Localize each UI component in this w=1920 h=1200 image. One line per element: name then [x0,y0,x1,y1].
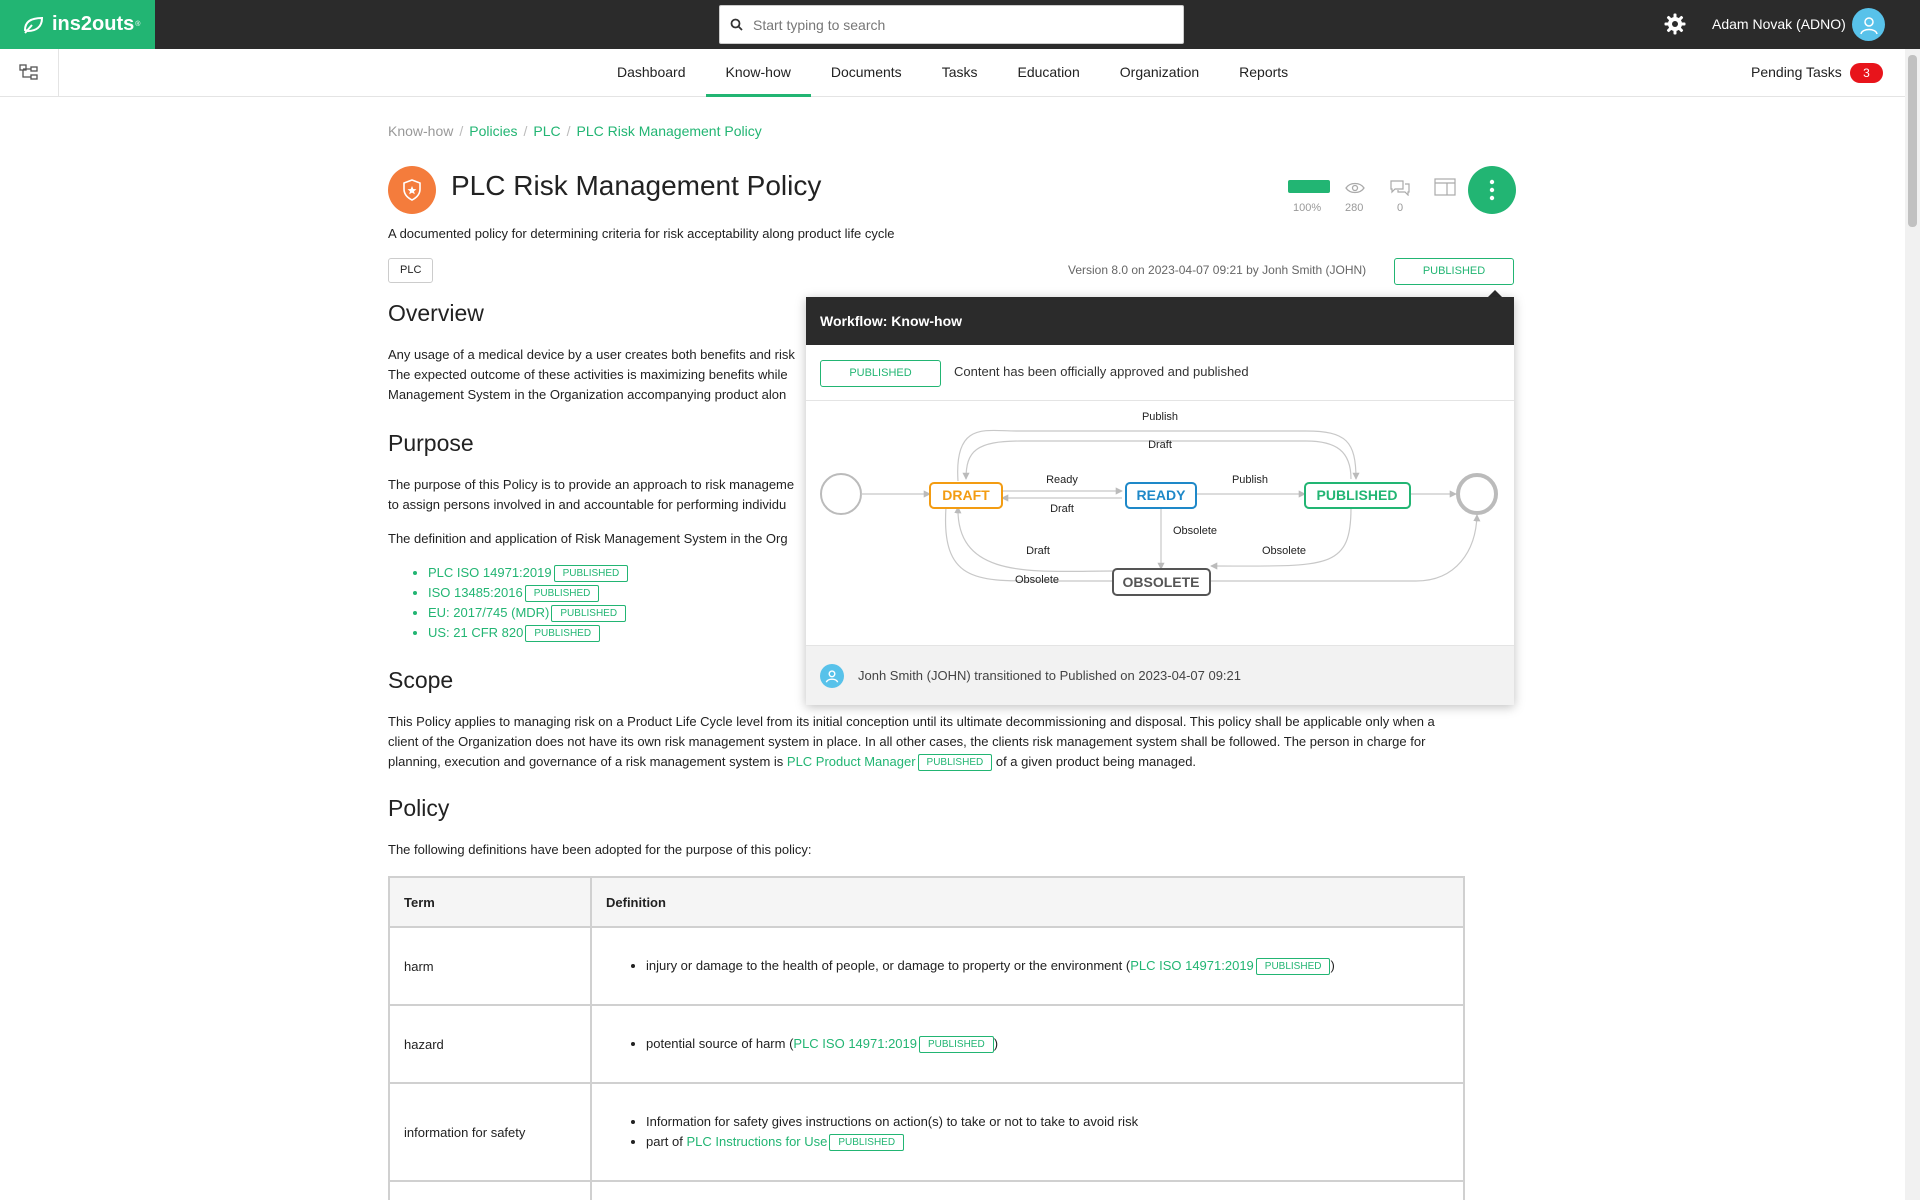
state-ready[interactable] [1126,483,1196,508]
text-fragment: planning, execution and governance of a risk management system is [388,754,784,769]
breadcrumb-separator: / [459,123,464,139]
term-cell: hazard [389,1005,591,1083]
tab-education[interactable]: Education [1017,64,1080,80]
eye-icon[interactable] [1345,182,1365,194]
tree-view-button[interactable] [0,49,59,96]
workflow-end-node [1458,475,1496,513]
transition-label: Ready [1046,474,1078,486]
list-item [428,623,628,643]
state-label: OBSOLETE [1122,574,1200,590]
product-manager-link[interactable]: PLC Product Manager [786,754,916,769]
user-name[interactable]: Adam Novak (ADNO) [1712,16,1846,32]
status-badge: PUBLISHED [1256,958,1331,975]
definition-cell [591,927,1464,1005]
pending-tasks-count-badge[interactable]: 3 [1850,63,1883,83]
text-line: client of the Organization does not have its own risk management system in place. In all other cases, the clients risk management system shall be followed. The person in charge for [388,734,1426,749]
list-item [428,603,628,623]
text-fragment: potential source of harm ( [646,1036,794,1051]
column-header-definition: Definition [591,877,1464,927]
reference-link[interactable]: US: 21 CFR 820 [428,625,524,640]
pending-tasks-link[interactable]: Pending Tasks [1751,64,1842,80]
text-line: The purpose of this Policy is to provide an approach to risk manageme [388,477,795,492]
workflow-history [806,645,1514,705]
workflow-diagram [806,401,1514,645]
tab-organization[interactable]: Organization [1119,64,1200,80]
state-label: PUBLISHED [1316,487,1398,503]
transition-label: Publish [1141,411,1179,423]
brand-registered-mark: ® [135,21,141,28]
reference-link[interactable]: ISO 13485:2016 [428,585,523,600]
comments-icon[interactable] [1389,179,1411,196]
scrollbar-thumb[interactable] [1908,55,1917,227]
nav-bar [0,49,1905,97]
breadcrumb [388,123,762,139]
table-header-row [389,877,1464,927]
tab-reports[interactable]: Reports [1239,64,1289,80]
reference-link[interactable]: EU: 2017/745 (MDR) [428,605,550,620]
layout-panel-icon[interactable] [1434,178,1456,196]
category-tag[interactable]: PLC [388,258,433,283]
status-button[interactable]: PUBLISHED [1394,258,1514,285]
purpose-heading: Purpose [388,430,474,456]
scope-text [388,712,1508,772]
search-icon [730,18,743,31]
current-status-description: Content has been officially approved and published [954,364,1249,379]
text-fragment: of a given product being managed. [995,754,1197,769]
completion-progress-bar [1288,180,1330,193]
list-item [646,1132,1449,1152]
list-item: • Information for safety gives instructions on action(s) to take or not to take to avoid risk [646,1112,1449,1132]
workflow-popup-arrow [1488,290,1502,297]
reference-list [428,563,628,643]
workflow-history-entry: Jonh Smith (JOHN) transitioned to Published on 2023-04-07 09:21 [858,668,1241,683]
text-fragment: ) [993,1036,999,1051]
breadcrumb-item[interactable]: PLC Risk Management Policy [576,123,762,139]
state-draft[interactable] [930,483,1002,508]
text-line: to assign persons involved in and accountable for performing individu [388,497,787,512]
search-input[interactable] [753,17,1173,33]
text-line: Any usage of a medical device by a user creates both benefits and risk [388,347,795,362]
term-cell [389,1181,591,1200]
definition-cell [591,1083,1464,1181]
tab-documents[interactable]: Documents [830,64,902,80]
table-row [389,1181,1464,1200]
term-cell: harm [389,927,591,1005]
search-box[interactable] [719,5,1184,44]
hierarchy-icon [19,64,39,82]
top-bar [0,0,1920,49]
list-item [646,956,1449,976]
tab-know-how[interactable]: Know-how [706,49,811,96]
brand-logo[interactable] [0,0,155,49]
text-line [388,752,1508,772]
definitions-table [388,876,1465,1200]
brand-name: ins2outs [52,13,135,35]
text-line: This Policy applies to managing risk on a Product Life Cycle level from its initial conception until its ultimate decommissioning and disposal. This policy shall be applicable only when a [388,714,1435,729]
version-info: Version 8.0 on 2023-04-07 09:21 by Jonh Smith (JOHN) [1068,263,1367,277]
reference-link[interactable]: PLC ISO 14971:2019 [793,1036,917,1051]
instructions-for-use-link[interactable]: PLC Instructions for Use [686,1134,828,1149]
text-line: Management System in the Organization accompanying product alon [388,387,787,402]
workflow-popup [806,297,1514,705]
transition-label: Draft [1050,503,1074,515]
workflow-title: Workflow: Know-how [806,297,1514,345]
state-obsolete[interactable] [1113,569,1210,595]
status-badge: PUBLISHED [554,565,629,582]
table-row [389,1083,1464,1181]
completion-percent: 100% [1293,202,1322,214]
transition-label: Obsolete [1172,525,1218,537]
completion-progress-fill [1288,180,1330,193]
workflow-current-status [806,345,1514,401]
brand-leaf-icon [22,15,46,35]
document-description: A documented policy for determining criteria for risk acceptability along product life cycle [388,226,895,241]
state-label: DRAFT [942,487,990,503]
breadcrumb-separator: / [523,123,528,139]
transition-label: Draft [1026,545,1050,557]
tab-dashboard[interactable]: Dashboard [617,64,686,80]
avatar [820,664,844,688]
state-published[interactable] [1305,483,1410,508]
page-scrollbar[interactable] [1905,49,1920,1200]
breadcrumb-item[interactable]: Know-how [388,123,454,139]
workflow-start-node [821,474,861,514]
status-badge: PUBLISHED [919,1036,994,1053]
overview-text [388,345,795,405]
text-fragment: part of [646,1134,683,1149]
list-item [428,583,628,603]
comments-count: 0 [1397,202,1404,214]
avatar[interactable] [1852,8,1885,41]
purpose-definition-text: The definition and application of Risk Management System in the Org [388,531,788,546]
status-badge: PUBLISHED [551,605,626,622]
more-actions-button[interactable] [1468,166,1516,214]
transition-label: Obsolete [1014,574,1060,586]
views-count: 280 [1345,202,1364,214]
table-row [389,1005,1464,1083]
text-fragment: ) [1330,958,1335,973]
definition-cell [591,1181,1464,1200]
transition-label: Obsolete [1261,545,1307,557]
scope-heading: Scope [388,667,454,693]
reference-link[interactable]: PLC ISO 14971:2019 [1130,958,1254,973]
main-nav-tabs [597,49,1308,96]
text-line: The expected outcome of these activities is maximizing benefits while [388,367,788,382]
breadcrumb-item[interactable]: Policies [469,123,518,139]
text-fragment: injury or damage to the health of people, or damage to property or the environment ( [646,958,1131,973]
status-badge: PUBLISHED [918,754,993,771]
status-badge: PUBLISHED [525,585,600,602]
state-label: READY [1136,487,1186,503]
table-row [389,927,1464,1005]
policy-intro: The following definitions have been adopted for the purpose of this policy: [388,842,812,857]
current-status-badge: PUBLISHED [820,360,941,387]
policy-heading: Policy [388,795,450,821]
status-badge: PUBLISHED [829,1134,904,1151]
user-icon [825,669,839,683]
term-cell: information for safety [389,1083,591,1181]
list-item [646,1034,1449,1054]
vertical-dots-icon [1489,179,1495,201]
policy-shield-icon [388,166,436,214]
transition-label: Publish [1231,474,1269,486]
definition-cell [591,1005,1464,1083]
breadcrumb-item[interactable]: PLC [533,123,561,139]
overview-heading: Overview [388,300,484,326]
reference-link[interactable]: PLC ISO 14971:2019 [428,565,552,580]
gear-icon[interactable] [1663,12,1687,36]
breadcrumb-separator: / [566,123,571,139]
column-header-term: Term [389,877,591,927]
list-item [428,563,628,583]
purpose-text [388,475,794,515]
page-title: PLC Risk Management Policy [451,170,822,201]
status-badge: PUBLISHED [525,625,600,642]
transition-label: Draft [1148,439,1172,451]
user-icon [1859,15,1879,35]
tab-tasks[interactable]: Tasks [941,64,978,80]
